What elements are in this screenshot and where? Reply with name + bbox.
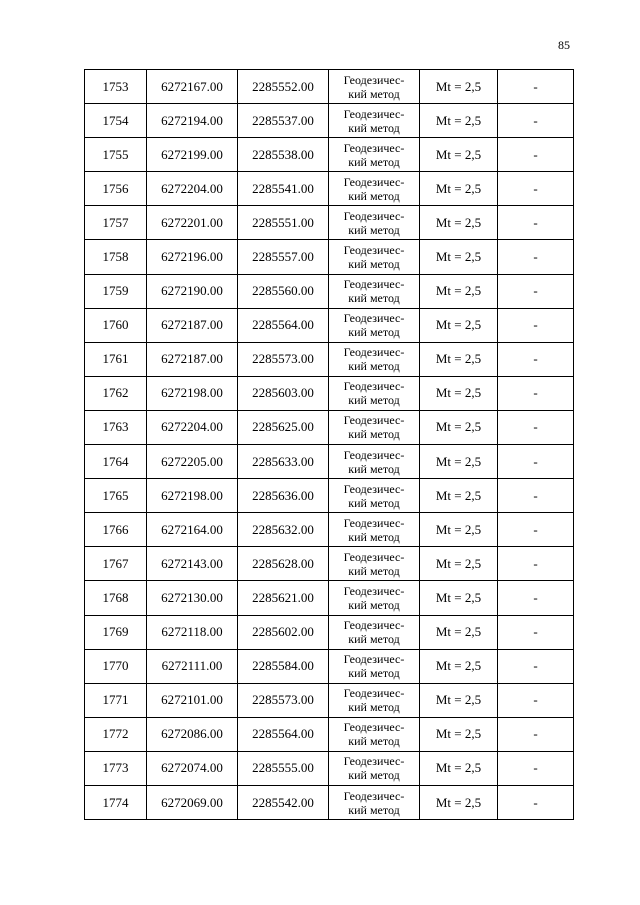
x-coordinate-cell: 6272199.00 bbox=[147, 138, 238, 172]
method-text-line1: Геодезичес- bbox=[343, 106, 405, 121]
y-coordinate-cell: 2285621.00 bbox=[238, 581, 329, 615]
method-text-line2: кий метод bbox=[348, 359, 400, 374]
point-number-cell: 1771 bbox=[85, 683, 147, 717]
x-coordinate-cell: 6272196.00 bbox=[147, 240, 238, 274]
method-text-line2: кий метод bbox=[348, 495, 400, 510]
note-cell: - bbox=[498, 479, 574, 513]
note-cell: - bbox=[498, 240, 574, 274]
method-cell bbox=[329, 547, 420, 581]
method-text-line1: Геодезичес- bbox=[343, 515, 405, 530]
table-row bbox=[85, 410, 574, 444]
note-cell: - bbox=[498, 445, 574, 479]
table-row bbox=[85, 683, 574, 717]
table-row bbox=[85, 342, 574, 376]
table-row bbox=[85, 717, 574, 751]
accuracy-cell: Mt = 2,5 bbox=[420, 785, 498, 819]
point-number-cell: 1754 bbox=[85, 104, 147, 138]
table-row bbox=[85, 615, 574, 649]
accuracy-cell: Mt = 2,5 bbox=[420, 479, 498, 513]
accuracy-cell: Mt = 2,5 bbox=[420, 513, 498, 547]
point-number-cell: 1761 bbox=[85, 342, 147, 376]
y-coordinate-cell: 2285560.00 bbox=[238, 274, 329, 308]
method-cell bbox=[329, 581, 420, 615]
point-number-cell: 1770 bbox=[85, 649, 147, 683]
point-number-cell: 1753 bbox=[85, 70, 147, 104]
point-number-cell: 1768 bbox=[85, 581, 147, 615]
method-cell bbox=[329, 240, 420, 274]
y-coordinate-cell: 2285538.00 bbox=[238, 138, 329, 172]
x-coordinate-cell: 6272201.00 bbox=[147, 206, 238, 240]
method-text-line1: Геодезичес- bbox=[343, 413, 405, 428]
point-number-cell: 1756 bbox=[85, 172, 147, 206]
method-cell bbox=[329, 445, 420, 479]
method-text-line1: Геодезичес- bbox=[343, 788, 405, 803]
coordinates-table-body bbox=[85, 70, 574, 820]
accuracy-cell: Mt = 2,5 bbox=[420, 751, 498, 785]
table-row bbox=[85, 649, 574, 683]
method-text-line2: кий метод bbox=[348, 700, 400, 715]
point-number-cell: 1769 bbox=[85, 615, 147, 649]
accuracy-cell: Mt = 2,5 bbox=[420, 683, 498, 717]
method-text-line2: кий метод bbox=[348, 734, 400, 749]
note-cell: - bbox=[498, 547, 574, 581]
x-coordinate-cell: 6272187.00 bbox=[147, 342, 238, 376]
y-coordinate-cell: 2285632.00 bbox=[238, 513, 329, 547]
note-cell: - bbox=[498, 649, 574, 683]
x-coordinate-cell: 6272205.00 bbox=[147, 445, 238, 479]
table-row bbox=[85, 751, 574, 785]
accuracy-cell: Mt = 2,5 bbox=[420, 649, 498, 683]
note-cell: - bbox=[498, 274, 574, 308]
accuracy-cell: Mt = 2,5 bbox=[420, 445, 498, 479]
table-row bbox=[85, 785, 574, 819]
table-row bbox=[85, 479, 574, 513]
x-coordinate-cell: 6272111.00 bbox=[147, 649, 238, 683]
method-cell bbox=[329, 683, 420, 717]
method-text-line1: Геодезичес- bbox=[343, 720, 405, 735]
y-coordinate-cell: 2285557.00 bbox=[238, 240, 329, 274]
x-coordinate-cell: 6272187.00 bbox=[147, 308, 238, 342]
point-number-cell: 1765 bbox=[85, 479, 147, 513]
x-coordinate-cell: 6272101.00 bbox=[147, 683, 238, 717]
x-coordinate-cell: 6272143.00 bbox=[147, 547, 238, 581]
point-number-cell: 1764 bbox=[85, 445, 147, 479]
method-text-line2: кий метод bbox=[348, 802, 400, 817]
point-number-cell: 1759 bbox=[85, 274, 147, 308]
method-text-line1: Геодезичес- bbox=[343, 379, 405, 394]
y-coordinate-cell: 2285551.00 bbox=[238, 206, 329, 240]
method-text-line2: кий метод bbox=[348, 427, 400, 442]
x-coordinate-cell: 6272074.00 bbox=[147, 751, 238, 785]
note-cell: - bbox=[498, 138, 574, 172]
method-text-line2: кий метод bbox=[348, 563, 400, 578]
method-text-line1: Геодезичес- bbox=[343, 311, 405, 326]
method-cell bbox=[329, 138, 420, 172]
table-row bbox=[85, 308, 574, 342]
method-text-line1: Геодезичес- bbox=[343, 447, 405, 462]
note-cell: - bbox=[498, 785, 574, 819]
method-text-line2: кий метод bbox=[348, 666, 400, 681]
table-row bbox=[85, 172, 574, 206]
method-text-line2: кий метод bbox=[348, 291, 400, 306]
accuracy-cell: Mt = 2,5 bbox=[420, 581, 498, 615]
table-row bbox=[85, 104, 574, 138]
y-coordinate-cell: 2285564.00 bbox=[238, 308, 329, 342]
accuracy-cell: Mt = 2,5 bbox=[420, 104, 498, 138]
method-text-line2: кий метод bbox=[348, 222, 400, 237]
accuracy-cell: Mt = 2,5 bbox=[420, 138, 498, 172]
method-text-line1: Геодезичес- bbox=[343, 686, 405, 701]
point-number-cell: 1757 bbox=[85, 206, 147, 240]
accuracy-cell: Mt = 2,5 bbox=[420, 342, 498, 376]
x-coordinate-cell: 6272069.00 bbox=[147, 785, 238, 819]
note-cell: - bbox=[498, 615, 574, 649]
y-coordinate-cell: 2285633.00 bbox=[238, 445, 329, 479]
method-cell bbox=[329, 206, 420, 240]
note-cell: - bbox=[498, 717, 574, 751]
method-text-line2: кий метод bbox=[348, 768, 400, 783]
x-coordinate-cell: 6272118.00 bbox=[147, 615, 238, 649]
table-row bbox=[85, 581, 574, 615]
x-coordinate-cell: 6272198.00 bbox=[147, 479, 238, 513]
note-cell: - bbox=[498, 342, 574, 376]
method-text-line1: Геодезичес- bbox=[343, 277, 405, 292]
point-number-cell: 1755 bbox=[85, 138, 147, 172]
method-cell bbox=[329, 342, 420, 376]
y-coordinate-cell: 2285584.00 bbox=[238, 649, 329, 683]
method-text-line1: Геодезичес- bbox=[343, 583, 405, 598]
y-coordinate-cell: 2285625.00 bbox=[238, 410, 329, 444]
x-coordinate-cell: 6272194.00 bbox=[147, 104, 238, 138]
method-text-line1: Геодезичес- bbox=[343, 140, 405, 155]
point-number-cell: 1763 bbox=[85, 410, 147, 444]
method-cell bbox=[329, 410, 420, 444]
method-text-line1: Геодезичес- bbox=[343, 208, 405, 223]
method-text-line1: Геодезичес- bbox=[343, 754, 405, 769]
note-cell: - bbox=[498, 683, 574, 717]
x-coordinate-cell: 6272204.00 bbox=[147, 172, 238, 206]
note-cell: - bbox=[498, 172, 574, 206]
method-cell bbox=[329, 104, 420, 138]
x-coordinate-cell: 6272198.00 bbox=[147, 376, 238, 410]
method-text-line2: кий метод bbox=[348, 325, 400, 340]
y-coordinate-cell: 2285564.00 bbox=[238, 717, 329, 751]
accuracy-cell: Mt = 2,5 bbox=[420, 615, 498, 649]
method-cell bbox=[329, 376, 420, 410]
table-row bbox=[85, 206, 574, 240]
y-coordinate-cell: 2285573.00 bbox=[238, 342, 329, 376]
y-coordinate-cell: 2285628.00 bbox=[238, 547, 329, 581]
note-cell: - bbox=[498, 581, 574, 615]
method-text-line1: Геодезичес- bbox=[343, 618, 405, 633]
y-coordinate-cell: 2285537.00 bbox=[238, 104, 329, 138]
table-row bbox=[85, 138, 574, 172]
point-number-cell: 1766 bbox=[85, 513, 147, 547]
note-cell: - bbox=[498, 308, 574, 342]
y-coordinate-cell: 2285573.00 bbox=[238, 683, 329, 717]
accuracy-cell: Mt = 2,5 bbox=[420, 308, 498, 342]
accuracy-cell: Mt = 2,5 bbox=[420, 70, 498, 104]
method-cell bbox=[329, 308, 420, 342]
accuracy-cell: Mt = 2,5 bbox=[420, 274, 498, 308]
method-text-line1: Геодезичес- bbox=[343, 652, 405, 667]
note-cell: - bbox=[498, 513, 574, 547]
y-coordinate-cell: 2285602.00 bbox=[238, 615, 329, 649]
method-cell bbox=[329, 274, 420, 308]
page-number: 85 bbox=[558, 38, 570, 52]
note-cell: - bbox=[498, 104, 574, 138]
table-row bbox=[85, 376, 574, 410]
note-cell: - bbox=[498, 70, 574, 104]
method-cell bbox=[329, 615, 420, 649]
y-coordinate-cell: 2285542.00 bbox=[238, 785, 329, 819]
y-coordinate-cell: 2285636.00 bbox=[238, 479, 329, 513]
method-text-line2: кий метод bbox=[348, 154, 400, 169]
method-cell bbox=[329, 751, 420, 785]
method-cell bbox=[329, 785, 420, 819]
coordinates-table bbox=[84, 69, 574, 820]
accuracy-cell: Mt = 2,5 bbox=[420, 717, 498, 751]
x-coordinate-cell: 6272167.00 bbox=[147, 70, 238, 104]
method-cell bbox=[329, 172, 420, 206]
accuracy-cell: Mt = 2,5 bbox=[420, 206, 498, 240]
table-row bbox=[85, 547, 574, 581]
method-text-line2: кий метод bbox=[348, 529, 400, 544]
method-text-line1: Геодезичес- bbox=[343, 345, 405, 360]
accuracy-cell: Mt = 2,5 bbox=[420, 410, 498, 444]
y-coordinate-cell: 2285555.00 bbox=[238, 751, 329, 785]
method-cell bbox=[329, 70, 420, 104]
x-coordinate-cell: 6272164.00 bbox=[147, 513, 238, 547]
accuracy-cell: Mt = 2,5 bbox=[420, 172, 498, 206]
accuracy-cell: Mt = 2,5 bbox=[420, 547, 498, 581]
point-number-cell: 1767 bbox=[85, 547, 147, 581]
x-coordinate-cell: 6272190.00 bbox=[147, 274, 238, 308]
method-text-line1: Геодезичес- bbox=[343, 243, 405, 258]
note-cell: - bbox=[498, 751, 574, 785]
point-number-cell: 1772 bbox=[85, 717, 147, 751]
table-row bbox=[85, 274, 574, 308]
method-text-line2: кий метод bbox=[348, 597, 400, 612]
note-cell: - bbox=[498, 376, 574, 410]
method-text-line1: Геодезичес- bbox=[343, 481, 405, 496]
accuracy-cell: Mt = 2,5 bbox=[420, 376, 498, 410]
method-text-line2: кий метод bbox=[348, 461, 400, 476]
note-cell: - bbox=[498, 410, 574, 444]
method-text-line2: кий метод bbox=[348, 188, 400, 203]
x-coordinate-cell: 6272086.00 bbox=[147, 717, 238, 751]
method-text-line1: Геодезичес- bbox=[343, 549, 405, 564]
table-row bbox=[85, 513, 574, 547]
y-coordinate-cell: 2285541.00 bbox=[238, 172, 329, 206]
method-text-line2: кий метод bbox=[348, 86, 400, 101]
method-text-line1: Геодезичес- bbox=[343, 174, 405, 189]
point-number-cell: 1762 bbox=[85, 376, 147, 410]
method-cell bbox=[329, 513, 420, 547]
accuracy-cell: Mt = 2,5 bbox=[420, 240, 498, 274]
method-text-line2: кий метод bbox=[348, 393, 400, 408]
x-coordinate-cell: 6272130.00 bbox=[147, 581, 238, 615]
table-row bbox=[85, 445, 574, 479]
method-cell bbox=[329, 717, 420, 751]
method-text-line2: кий метод bbox=[348, 120, 400, 135]
y-coordinate-cell: 2285603.00 bbox=[238, 376, 329, 410]
x-coordinate-cell: 6272204.00 bbox=[147, 410, 238, 444]
table-row bbox=[85, 70, 574, 104]
point-number-cell: 1774 bbox=[85, 785, 147, 819]
point-number-cell: 1773 bbox=[85, 751, 147, 785]
method-cell bbox=[329, 479, 420, 513]
table-row bbox=[85, 240, 574, 274]
y-coordinate-cell: 2285552.00 bbox=[238, 70, 329, 104]
method-cell bbox=[329, 649, 420, 683]
method-text-line2: кий метод bbox=[348, 632, 400, 647]
point-number-cell: 1758 bbox=[85, 240, 147, 274]
method-text-line1: Геодезичес- bbox=[343, 72, 405, 87]
method-text-line2: кий метод bbox=[348, 257, 400, 272]
note-cell: - bbox=[498, 206, 574, 240]
point-number-cell: 1760 bbox=[85, 308, 147, 342]
